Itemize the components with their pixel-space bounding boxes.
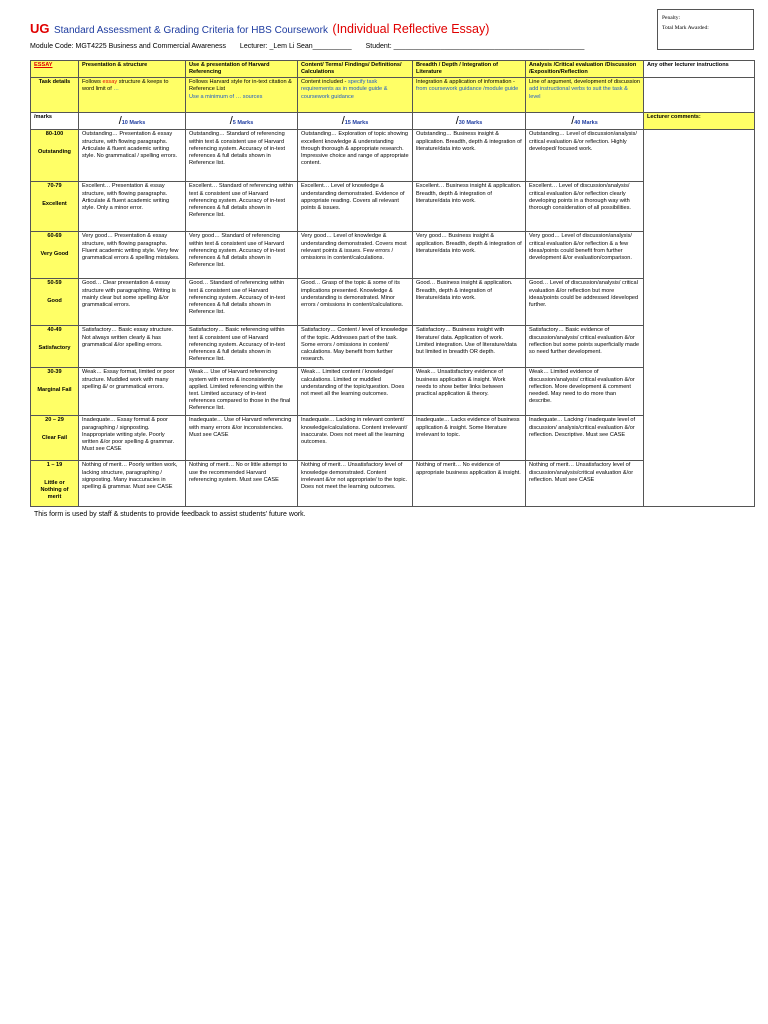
task-referencing: Follows Harvard style for in-text citation & Reference List Use a minimum of … sources — [186, 78, 298, 113]
band-breadth: Weak… Unsatisfactory evidence of business application & insight. Work needs to show better links between practical application & theory. — [413, 368, 526, 416]
task-other — [644, 78, 755, 113]
band-presentation: Very good… Presentation & essay structure, with flowing paragraphs. Fluent academic writing style. Very few grammatical errors & spelling mistakes. — [79, 232, 186, 279]
header-row — [31, 61, 755, 78]
task-presentation: Follows essay structure & keeps to word limit of … — [79, 78, 186, 113]
marks-content: /15 Marks — [298, 113, 413, 130]
penalty-box — [657, 9, 754, 50]
band-label: 1 – 19 Little or Nothing of merit — [31, 461, 79, 507]
module-meta — [30, 43, 596, 50]
band-analysis: Outstanding… Level of discussion/analysis/ critical evaluation &/or reflection. Highly developed/ focused work. — [526, 130, 644, 182]
band-label: 80-100 Outstanding — [31, 130, 79, 182]
lecturer-comments-area[interactable] — [644, 130, 755, 507]
task-label: Task details — [31, 78, 79, 113]
band-label: 40-49 Satisfactory — [31, 326, 79, 368]
task-row — [31, 78, 755, 113]
band-breadth: Inadequate… Lacks evidence of business application & insight. Some literature irrelevant to topic. — [413, 416, 526, 461]
header-presentation: Presentation & structure — [79, 61, 186, 78]
band-presentation: Weak… Essay format, limited or poor structure. Muddled work with many spelling &/ or grammatical errors. — [79, 368, 186, 416]
marks-analysis: /40 Marks — [526, 113, 644, 130]
band-content: Inadequate… Lacking in relevant content/ knowledge/calculations. Content irrelevant/ inaccurate. Does not meet all the learning outcomes. — [298, 416, 413, 461]
title-standard: Standard Assessment & Grading Criteria for HBS Coursework — [53, 25, 328, 36]
band-presentation: Excellent… Presentation & essay structure, with flowing paragraphs. Articulate & fluent academic writing style. Only a minor error. — [79, 182, 186, 232]
band-content: Very good… Level of knowledge & understanding demonstrated. Covers most relevant points & issues. Few errors / omissions in content/calculations. — [298, 232, 413, 279]
marks-row — [31, 113, 755, 130]
penalty-label: Penalty: — [662, 15, 681, 21]
header-essay: ESSAY — [31, 61, 79, 78]
band-row — [31, 130, 755, 182]
band-analysis: Inadequate… Lacking / inadequate level of discussion/ analysis/critical evaluation &/or reflection. Descriptive. Must see CASE — [526, 416, 644, 461]
band-content: Excellent… Level of knowledge & understanding demonstrated. Evidence of appropriate reading. Covers all relevant points & issues. — [298, 182, 413, 232]
marks-total: /marks — [31, 113, 79, 130]
header-analysis: Analysis /Critical evaluation /Discussion /Exposition/Reflection — [526, 61, 644, 78]
band-presentation: Satisfactory… Basic essay structure. Not always written clearly & has grammatical &/or spelling errors. — [79, 326, 186, 368]
lecturer-comments-label: Lecturer comments: — [644, 113, 755, 130]
title-essay-type: (Individual Reflective Essay) — [332, 22, 490, 36]
band-presentation: Nothing of merit… Poorly written work, lacking structure, paragraphing / signposting. Many inaccuracies in spelling & grammar. Must see CASE — [79, 461, 186, 507]
band-analysis: Excellent… Level of discussion/analysis/ critical evaluation &/or reflection clearly developing points in a thorough way with thorough consideration of all possibilities. — [526, 182, 644, 232]
band-referencing: Outstanding… Standard of referencing within text & consistent use of Harvard referencing system. Accuracy of in-text references & full details shown in Reference list. — [186, 130, 298, 182]
band-content: Weak… Limited content / knowledge/ calculations. Limited or muddled understanding of the topic/question. Does not meet all the learning outcomes. — [298, 368, 413, 416]
band-presentation: Inadequate… Essay format & poor paragraphing / signposting. Inappropriate writing style. Poorly written &/or poor spelling & grammar. Must see CASE — [79, 416, 186, 461]
student-field: Student: _________________________________________________ — [365, 43, 585, 50]
band-content: Satisfactory… Content / level of knowledge of the topic. Addresses part of the task. Some errors / omissions in content/ calculations. May benefit from further research. — [298, 326, 413, 368]
band-label: 50-59 Good — [31, 279, 79, 326]
header-content: Content/ Terms/ Findings/ Definitions/ Calculations — [298, 61, 413, 78]
title-ug: UG — [30, 21, 50, 36]
page-title — [30, 20, 489, 38]
band-referencing: Nothing of merit… No or little attempt to use the recommended Harvard referencing system. Must see CASE — [186, 461, 298, 507]
band-breadth: Very good… Business insight & application. Breadth, depth & integration of literature/data into work. — [413, 232, 526, 279]
band-breadth: Nothing of merit… No evidence of appropriate business application & insight. — [413, 461, 526, 507]
band-label: 60-69 Very Good — [31, 232, 79, 279]
band-analysis: Nothing of merit… Unsatisfactory level of discussion/analysis/critical evaluation &/or reflection. Must see CASE — [526, 461, 644, 507]
band-referencing: Excellent… Standard of referencing within text & consistent use of Harvard referencing system. Accuracy of in-text references & full details shown in Reference list. — [186, 182, 298, 232]
band-referencing: Good… Standard of referencing within text & consistent use of Harvard referencing system. Accuracy of in-text references & full details shown in Reference list. — [186, 279, 298, 326]
header-breadth: Breadth / Depth / Integration of Literature — [413, 61, 526, 78]
band-referencing: Satisfactory… Basic referencing within text & consistent use of Harvard referencing system. Accuracy of in-text references & full details shown in Reference list. — [186, 326, 298, 368]
band-content: Nothing of merit… Unsatisfactory level of knowledge demonstrated. Content irrelevant &/or not appropriate/ to the topic. Does not meet the learning outcomes. — [298, 461, 413, 507]
band-presentation: Good… Clear presentation & essay structure with paragraphing. Writing is mainly clear but some spelling &/or grammatical errors. — [79, 279, 186, 326]
band-analysis: Very good… Level of discussion/analysis/ critical evaluation &/or reflection & a few ideas/points could benefit from further development &/or evaluation/comparison. — [526, 232, 644, 279]
band-label: 20 – 29 Clear Fail — [31, 416, 79, 461]
header-referencing: Use & presentation of Harvard Referencing — [186, 61, 298, 78]
module-code: Module Code: MGT4225 Business and Commercial Awareness — [30, 43, 226, 50]
band-label: 70-79 Excellent — [31, 182, 79, 232]
grading-table — [30, 60, 755, 507]
marks-presentation: /10 Marks — [79, 113, 186, 130]
band-presentation: Outstanding… Presentation & essay structure, with flowing paragraphs. Articulate & fluent academic writing style. No grammatical / spelling errors. — [79, 130, 186, 182]
header-other: Any other lecturer instructions — [644, 61, 755, 78]
footer-note: This form is used by staff & students to provide feedback to assist students' future work. — [34, 511, 306, 518]
lecturer-field: Lecturer: _Lem Li Sean__________ — [239, 43, 352, 50]
band-analysis: Satisfactory… Basic evidence of discussion/analysis/ critical evaluation &/or reflection but some points superficially made so need further development. — [526, 326, 644, 368]
marks-referencing: /5 Marks — [186, 113, 298, 130]
band-content: Good… Grasp of the topic & some of its implications presented. Knowledge & understanding is demonstrated. Minor errors / omissions in content/calculations. — [298, 279, 413, 326]
task-analysis: Line of argument, development of discussion add instructional verbs to suit the task & level — [526, 78, 644, 113]
band-breadth: Good… Business insight & application. Breadth, depth & integration of literature/data into work. — [413, 279, 526, 326]
marks-breadth: /30 Marks — [413, 113, 526, 130]
band-referencing: Weak… Use of Harvard referencing system with errors & inconsistently applied. Limited referencing within the text. Limited accuracy of in-text references compared to those in the final Reference list. — [186, 368, 298, 416]
task-breadth: Integration & application of information - from coursework guidance /module guide — [413, 78, 526, 113]
band-content: Outstanding… Exploration of topic showing excellent knowledge & understanding through thorough & appropriate research. Impressive choice and range of appropriate content. — [298, 130, 413, 182]
band-analysis: Good… Level of discussion/analysis/ critical evaluation &/or reflection but more ideas/points could be addressed /developed further. — [526, 279, 644, 326]
band-analysis: Weak… Limited evidence of discussion/analysis/ critical evaluation &/or reflection. More development & comment needed. May need to do more than describe. — [526, 368, 644, 416]
band-breadth: Satisfactory… Business insight with literature/ data. Application of work. Limited integration. Use of literature/data but limited in breadth OR depth. — [413, 326, 526, 368]
band-referencing: Very good… Standard of referencing within text & consistent use of Harvard referencing system. Accuracy of in-text references & full details shown in Reference list. — [186, 232, 298, 279]
task-content: Content included - specify task requirements as in module guide & coursework guidance — [298, 78, 413, 113]
total-mark-label: Total Mark Awarded: — [662, 25, 709, 32]
band-label: 30-39 Marginal Fail — [31, 368, 79, 416]
band-breadth: Outstanding… Business insight & application. Breadth, depth & integration of literature/data into work. — [413, 130, 526, 182]
band-referencing: Inadequate… Use of Harvard referencing with many errors &/or inconsistencies. Must see CASE — [186, 416, 298, 461]
band-breadth: Excellent… Business insight & application. Breadth, depth & integration of literature/data into work. — [413, 182, 526, 232]
